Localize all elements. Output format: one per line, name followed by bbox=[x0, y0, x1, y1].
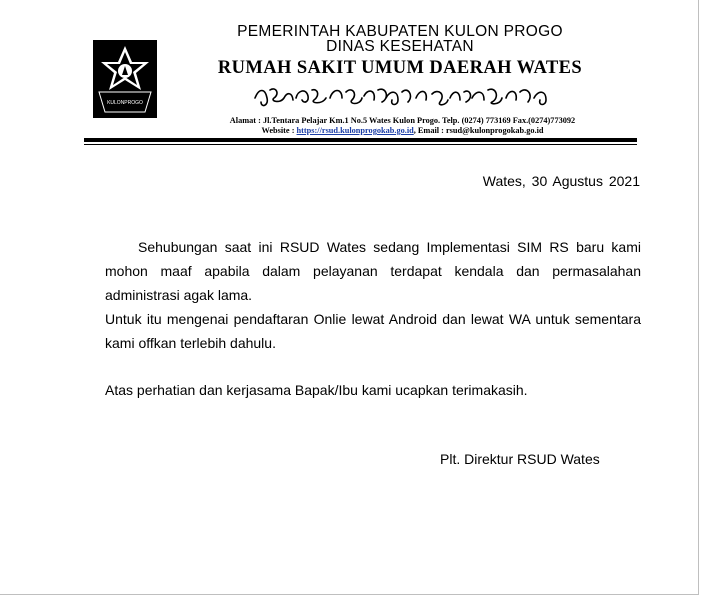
letter-paragraph-3: Atas perhatian dan kerjasama Bapak/Ibu kami ucapkan terimakasih. bbox=[105, 382, 528, 398]
letter-paragraph-1: Sehubungan saat ini RSUD Wates sedang Implementasi SIM RS baru kami mohon maaf apabila dalam pelayanan terdapat kendala dan permasalahan administrasi agak lama. bbox=[105, 239, 641, 303]
letterhead-divider-thin bbox=[84, 144, 637, 145]
letter-date: Wates, 30 Agustus 2021 bbox=[482, 173, 640, 189]
javanese-script-heading bbox=[250, 78, 560, 112]
website-label: Website : bbox=[261, 126, 297, 135]
signature-title: Plt. Direktur RSUD Wates bbox=[440, 451, 600, 467]
letterhead-contact bbox=[150, 126, 655, 136]
letterhead-government: PEMERINTAH KABUPATEN KULON PROGO bbox=[237, 23, 563, 40]
email-address: rsud@kulonprogokab.go.id bbox=[446, 126, 544, 135]
letterhead-address: Alamat : Jl.Tentara Pelajar Km.1 No.5 Wates Kulon Progo. Telp. (0274) 773169 Fax.(0274)773092 bbox=[229, 116, 576, 125]
letterhead-department: DINAS KESEHATAN bbox=[326, 38, 474, 55]
letterhead-hospital-name: RUMAH SAKIT UMUM DAERAH WATES bbox=[217, 58, 583, 78]
email-label: , Email : bbox=[413, 126, 446, 135]
kulon-progo-emblem-logo bbox=[93, 40, 157, 118]
svg-text:ꦥꦼꦩꦼꦫꦶꦤ꧀ꦠꦃꦏꦧꦸꦥꦠꦺꦤ꧀: ꦥꦼꦩꦼꦫꦶꦤ꧀ꦠꦃꦏꦧꦸꦥꦠꦺꦤ꧀ bbox=[250, 78, 261, 79]
letterhead-divider-thick bbox=[84, 138, 637, 142]
website-link[interactable]: https://rsud.kulonprogokab.go.id bbox=[296, 126, 414, 135]
letter-paragraph-2: Untuk itu mengenai pendaftaran Onlie lewat Android dan lewat WA untuk sementara kami offkan terlebih dahulu. bbox=[105, 311, 641, 351]
svg-text:KULONPROGO: KULONPROGO bbox=[107, 100, 143, 106]
